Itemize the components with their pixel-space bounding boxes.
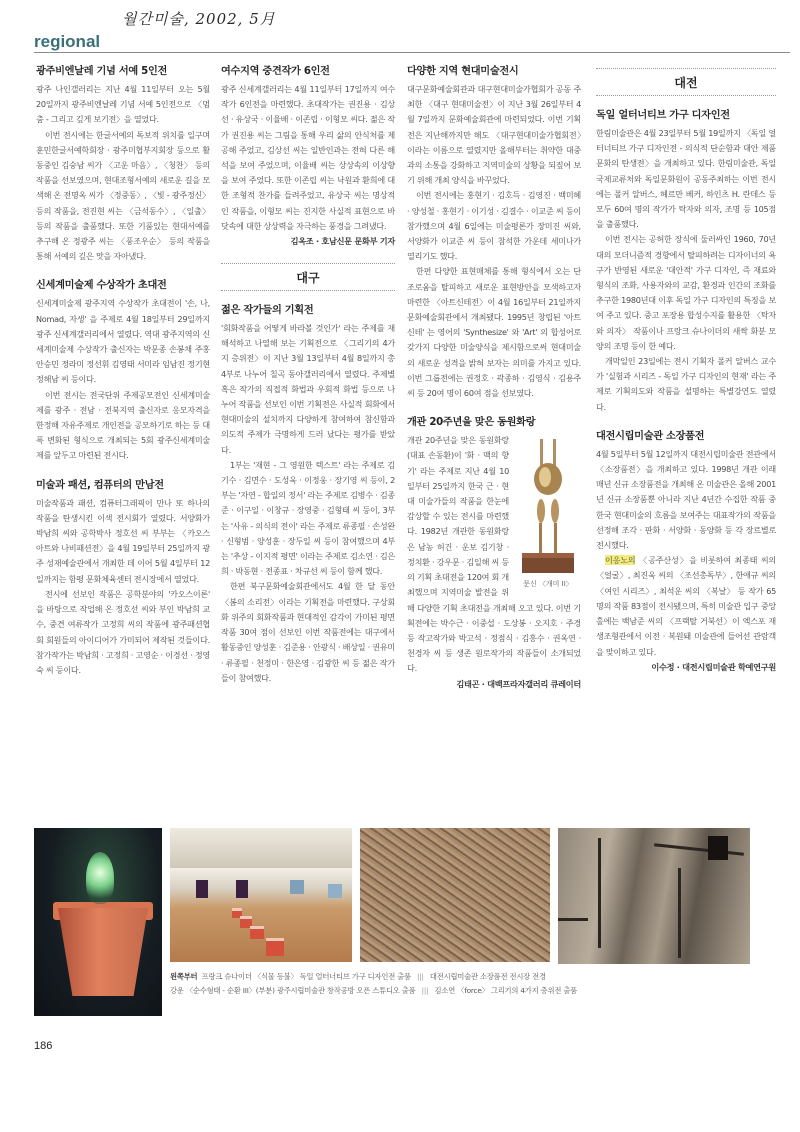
article-title: 광주비엔날레 기념 서예 5인전	[36, 66, 168, 77]
article-german-furniture	[596, 108, 776, 415]
sculpture-caption: 문신 〈개미 II〉	[523, 580, 573, 589]
photo-force-painting	[558, 828, 750, 964]
article-yeosu-artists	[221, 64, 395, 249]
article-byline: 이수정 · 대전시립미술관 학예연구원	[651, 661, 776, 672]
top-divider	[34, 52, 790, 53]
article-title: 젊은 작가들의 기획전	[221, 305, 314, 317]
article-title: 미술과 패션, 컴퓨터의 만남전	[36, 479, 164, 491]
article-gwangju-biennale-calligraphy	[36, 64, 210, 264]
article-paragraph: 4월 5일부터 5월 12일까지 대전시립미술관 전관에서 〈소장품전〉을 개최하고 있다. 1998년 개관 이래 매년 신규 소장품전을 개최해 온 미술관은 올해 2001년 신규 소장품뿐 아니라 지난 4년간 수집한 작품 중 한국 현대미술의 흐름을 보여주는 대표작가의 작품을 선정해 조각 · 판화 · 서양화 · 동양화 등 각 장르별로 전시했다.	[596, 448, 776, 551]
column-3	[407, 64, 581, 706]
article-paragraph: '회화작품을 어떻게 바라볼 것인가' 라는 주제를 재해석하고 나열해 보는 기획전으로 〈그리기의 4가지 층위전〉이 지난 3월 13일부터 4월 8일까지 총 4부로 나누어 칠곡 동아갤러리에서 열렸다. 주제별 혹은 작가의 직접적 화법과 우회적 화법 등으로 나누어 작품을 선보인 이번 기획전은 사실적 회화에서 현대미술의 설치까지 다양하게 참여하여 참신함과 의도적 주제가 극명하게 드러 났다는 평가를 받았다.	[221, 323, 395, 455]
photo-caption	[170, 970, 640, 998]
article-paragraph: 이번 전시에는 한글서예의 독보적 위치를 일구며 훈민한글서예학회장 · 광주미협부지회장 등으로 활동중인 김숭남 씨가 〈고운 마음〉, 〈청찬〉 등의 작품을 선보였으며, 현대조형서예의 새로운 길을 모색해 온 전명옥 씨가 〈정중동〉, 〈빛 - 광주정신〉등의 작품을, 전진현 씨는 〈금석동수〉, 〈일출〉 등의 작품을 출품했다. 또한 기품있는 현대서예를 추구해 온 정광주 씨는 〈풍조우순〉 등의 작품을 통해 서예의 깊은 맛을 자아냈다.	[36, 129, 210, 262]
section-tag: regional	[34, 32, 101, 51]
photo-gallery-interior	[170, 828, 352, 962]
article-paragraph: 이번 전시는 공허한 장식에 둘러싸인 1960, 70년대의 모더니즘적 경향에서 탈피하려는 디자이너의 욕구가 반영된 새로운 '대안적' 가구 디자인, 즉 재료와 형식의 조화, 사용자와의 교감, 환경과 인간의 조화를 추구한 1980년대 이후 독일 가구 디자인의 특징을 보여 주고 있다. 중고 포장용 합성수지를 활용한 〈탁자와 의자〉 작품이나 프랑크 슈나이더의 새싹 화분 모양의 조명 등이 한 예다.	[596, 234, 776, 351]
photo-strip	[34, 828, 774, 1018]
article-art-fashion-computer	[36, 478, 210, 678]
article-title: 여수지역 중견작가 6인전	[221, 66, 330, 77]
article-paragraph: 이번 전시에는 홍현기 · 김호득 · 김영진 · 백미혜 · 양성철 · 홍현기 · 이기성 · 김결수 · 이교준 씨 등이 참가했으며 4월 6일에는 미술평론가 장미진 씨와, 서양화가 이교준 씨 등이 참석한 가운데 세미나가 열리기도 했다.	[407, 190, 581, 262]
caption-item: 강운 〈순수형태 - 순환 III〉(부분) 광주시립미술관 창작공방 오픈 스튜디오 출품	[170, 986, 416, 995]
article-paragraph: 미술작품과 패션, 컴퓨터그래픽이 만나 또 하나의 작품을 탄생시킨 이색 전시회가 열렸다. 서양화가 박남희 씨와 공학박사 정호선 씨 부부는 〈카오스 아트와 나비패션전〉을 4월 19일부터 25일까지 광주 성재예술관에서 개최한 데 이어 5월 4일부터 12일까지는 함평 문화체육센터 전시장에서 열었다.	[36, 497, 210, 584]
photo-texture-artwork	[360, 828, 550, 962]
article-paragraph: 전시에 선보인 작품은 공학분야의 '카오스이론' 을 바탕으로 작업해 온 정호선 씨와 부인 박남희 교수, 중견 여류작가 고정희 씨의 작품에 광주패션협회 회원들의 아이디어가 가미되어 제작된 것들이다. 참가작가는 박남희 · 고정희 · 고영순 · 이경선 · 정영숙 씨 등이다.	[36, 588, 211, 675]
article-regional-contemporary	[407, 64, 581, 401]
article-paragraph: 광주 신세계갤러리는 4월 11일부터 17일까지 여수작가 6인전을 마련했다. 초대작가는 권진용 · 김상선 · 유상국 · 이율배 · 이존립 · 이형모 씨다. 젊은 작가 권진용 씨는 그림을 통해 우리 삶의 안식처를 제공해 주었고, 김상선 씨는 일반인과는 전혀 다른 해석을 보여 주었으며, 이율배 씨는 상상속의 이상향을 보여 주었다. 또한 이존립 씨는 낙원과 환희에 대한 조형적 찬가를 들려주었고, 유상국 씨는 명상적인 작품을, 이형모 씨는 진지한 사실적 표현으로 바닷속에 대한 상상력을 자극하는 풍경을 그려냈다.	[221, 84, 395, 231]
article-title: 개관 20주년을 맞은 동원화랑	[407, 417, 536, 429]
sculpture-photo	[515, 435, 581, 595]
article-paragraph: 한편 다양한 표현매체를 통해 형식에서 오는 단조로움을 탈피하고 새로운 표현방안을 모색하고자 마련한 〈아트신테전〉이 4월 16일부터 21일까지 문화예술회관에서 개최됐다. 1995년 창립된 '아트신테' 는 영어의 'Synthesize' 와 'Art' 의 합성어로 갖가지 다양한 미술양식을 제시함으로써 현대미술의 새로운 성격을 밝혀 보자는 의미를 가지고 있다. 이번 그룹전에는 권정호 · 곽종하 · 김영식 · 김용주 씨 등 20여 명이 60여 점을 선보였다.	[407, 266, 581, 399]
caption-item: 프랑크 슈나이더 〈식물 등불〉 독일 얼터너티브 가구 디자인전 출품	[201, 972, 411, 981]
article-paragraph: 개관 20주년을 맞은 동원화랑(대표 손동환)이 '화 · 맥의 향기' 라는 주제로 지난 4월 10일부터 25일까지 한국 근 · 현대 미술가들의 작품을 한눈에 감상할 수 있는 전시를 마련했다. 1982년 개관한 동원화랑은 남농 허건 · 운보 김기창 · 정치환 · 강우문 · 김일해 씨 등의 기획 초대전을 120여 회 개최했으며 지역미술 발전을 위해 다양한 기획 초대전을 개최해 오고 있다. 이번 기획전에는 박수근 · 이중섭 · 도상봉 · 오지호 · 주경 등 작고작가와 박고석 · 정점식 · 김흥수 · 권옥연 · 천경자 씨 등 생존 원로작가의 작품들이 소개되었다.	[407, 435, 581, 674]
region-heading-daegu: 대구	[221, 263, 395, 291]
column-2	[221, 64, 395, 700]
article-title: 대전시립미술관 소장품전	[596, 430, 705, 442]
article-dongwon-gallery	[407, 415, 581, 691]
caption-item: 대전시립미술관 소장품전 전시장 전경	[429, 972, 546, 981]
column-1	[36, 64, 210, 692]
region-heading-daejeon: 대전	[596, 68, 776, 96]
article-paragraph: 개막일인 23일에는 전시 기획자 폴커 알버스 교수가 '실험과 시리즈 - 독일 가구 디자인의 현재' 라는 주제로 기획의도와 작품을 설명하는 특별강연도 열렸다.	[596, 356, 776, 412]
highlighted-text: 이응노의	[605, 555, 636, 566]
article-paragraph: 광주 나인갤러리는 지난 4월 11일부터 오는 5월 20일까지 광주비엔날레 기념 서예 5인전으로 〈멈춤 - 그리고 깊게 보기전〉을 열었다.	[36, 84, 210, 125]
handwritten-note: 월간미술, 2002, 5月	[122, 10, 276, 28]
column-4	[596, 64, 776, 689]
article-paragraph: 1부는 '재현 - 그 영원한 텍스트' 라는 주제로 김기수 · 김면수 · 도성욱 · 이정웅 · 장기영 씨 등이, 2부는 '자연 - 합일의 정서' 라는 주제로 김병수 · 김종준 · 이구일 · 이창규 · 장영중 · 김형태 씨 등이, 3부는 '사유 - 의식의 전이' 라는 주제로 류종필 · 손성완 · 신형범 · 양성훈 · 장두일 씨 등이 참여했으며 4부는 '추상 - 이지적 평면' 이라는 주제로 김소연 · 김은희 · 박동현 · 전종표 · 차규선 씨 등이 함께 했다.	[221, 459, 395, 577]
photo-plant-lamp	[34, 828, 162, 1016]
article-paragraph: 신세계미술제 광주지역 수상작가 초대전이 '손, 나, Nomad, 자생' 을 주제로 4월 18일부터 29일까지 광주 신세계갤러리에서 열렸다. 역대 광주지역의 신세계미술제 수상작가 출신자는 박문종 손봉채 주홍 안승민 정라미 정선휘 김영태 서미라 임남진 정기현 정해남 씨 등이다.	[36, 298, 210, 385]
paragraph-rest: 〈공주산성〉을 비롯하여 최종태 씨의 〈얼굴〉, 최진욱 씨의 〈조선총독부〉, 한애규 씨의 〈여인 시리즈〉, 최석운 씨의 〈복날〉 등 작가 65명의 작품 83점이 전시됐으며, 특히 미술관 입구 중앙홀에는 백남준 씨의 〈프랙탈 거북선〉이 엑스포 재생조형관에서 이전 · 복원돼 미술관에 들어선 관람객을 맞이하고 있다.	[596, 555, 776, 657]
article-daejeon-collection	[596, 429, 776, 675]
caption-separator: |||	[417, 972, 424, 981]
article-title: 다양한 지역 현대미술전시	[407, 66, 519, 77]
article-paragraph: 한림미술관은 4월 23일부터 5월 19일까지 〈독일 얼터너티브 가구 디자인전 - 의식적 단순함과 대안 제품 문화의 탄생전〉을 개최하고 있다. 한림미술관, 독일국제교류처와 독일문화원이 공동주최하는 이번 전시에는 폴커 알버스, 헤르만 베커, 하인츠 H. 란데스 등 모두 60여 명의 작가가 탁자와 의자, 조명 등 105점을 출품했다.	[596, 128, 776, 230]
article-paragraph: 한편 북구문화예술회관에서도 4월 한 달 동안 〈봄의 소리전〉이라는 기획전을 마련했다. 구상회화 위주의 회화작품과 현대적인 감각이 가미된 평면작품 30여 점이 선보인 이번 작품전에는 대구에서 활동중인 양성훈 · 김준용 · 안광식 · 배상일 · 권유미 · 류종필 · 천정미 · 한은영 · 김광한 씨 등 젊은 작가들이 참여했다.	[221, 581, 396, 683]
article-paragraph: 이번 전시는 전국단위 주제공모전인 신세계미술제를 광주 · 전남 · 전북지역 출신자로 응모자격을 한정해 자유주제로 개인전을 공모하기로 하는 등 대폭 변화된 형식으로 개최되는 5회 광주신세계미술제를 앞두고 마련된 전시다.	[36, 389, 210, 461]
page-number: 186	[34, 1040, 53, 1052]
sculpture-image	[518, 435, 578, 575]
caption-separator: |||	[421, 986, 429, 995]
caption-item: 김소연 〈force〉 그리기의 4가지 층위전 출품	[434, 986, 577, 995]
caption-lead: 왼쪽부터	[170, 972, 198, 981]
article-paragraph: 대구문화예술회관과 대구현대미술가협회가 공동 주최한 〈대구 현대미술전〉이 지난 3월 26일부터 4월 7일까지 문화예술회관에 마련되었다. 이번 기획전은 지난해까지만 해도 〈대구현대미술가협회전〉이라는 이름으로 열렸지만 올해부터는 취약한 대중과의 소통을 강화하고 지역미술의 상황을 되짚어 보기 위해 개최 양식을 바꾸었다.	[407, 84, 581, 186]
article-paragraph	[596, 553, 776, 659]
article-byline: 김태곤 · 대백프라자갤러리 큐레이터	[456, 678, 581, 689]
article-byline: 김옥조 · 호남신문 문화부 기자	[290, 236, 395, 247]
article-young-artists	[221, 303, 395, 686]
article-shinsegae-art-award	[36, 278, 210, 463]
article-title: 신세계미술제 수상작가 초대전	[36, 280, 167, 292]
article-title: 독일 얼터너티브 가구 디자인전	[596, 110, 730, 121]
